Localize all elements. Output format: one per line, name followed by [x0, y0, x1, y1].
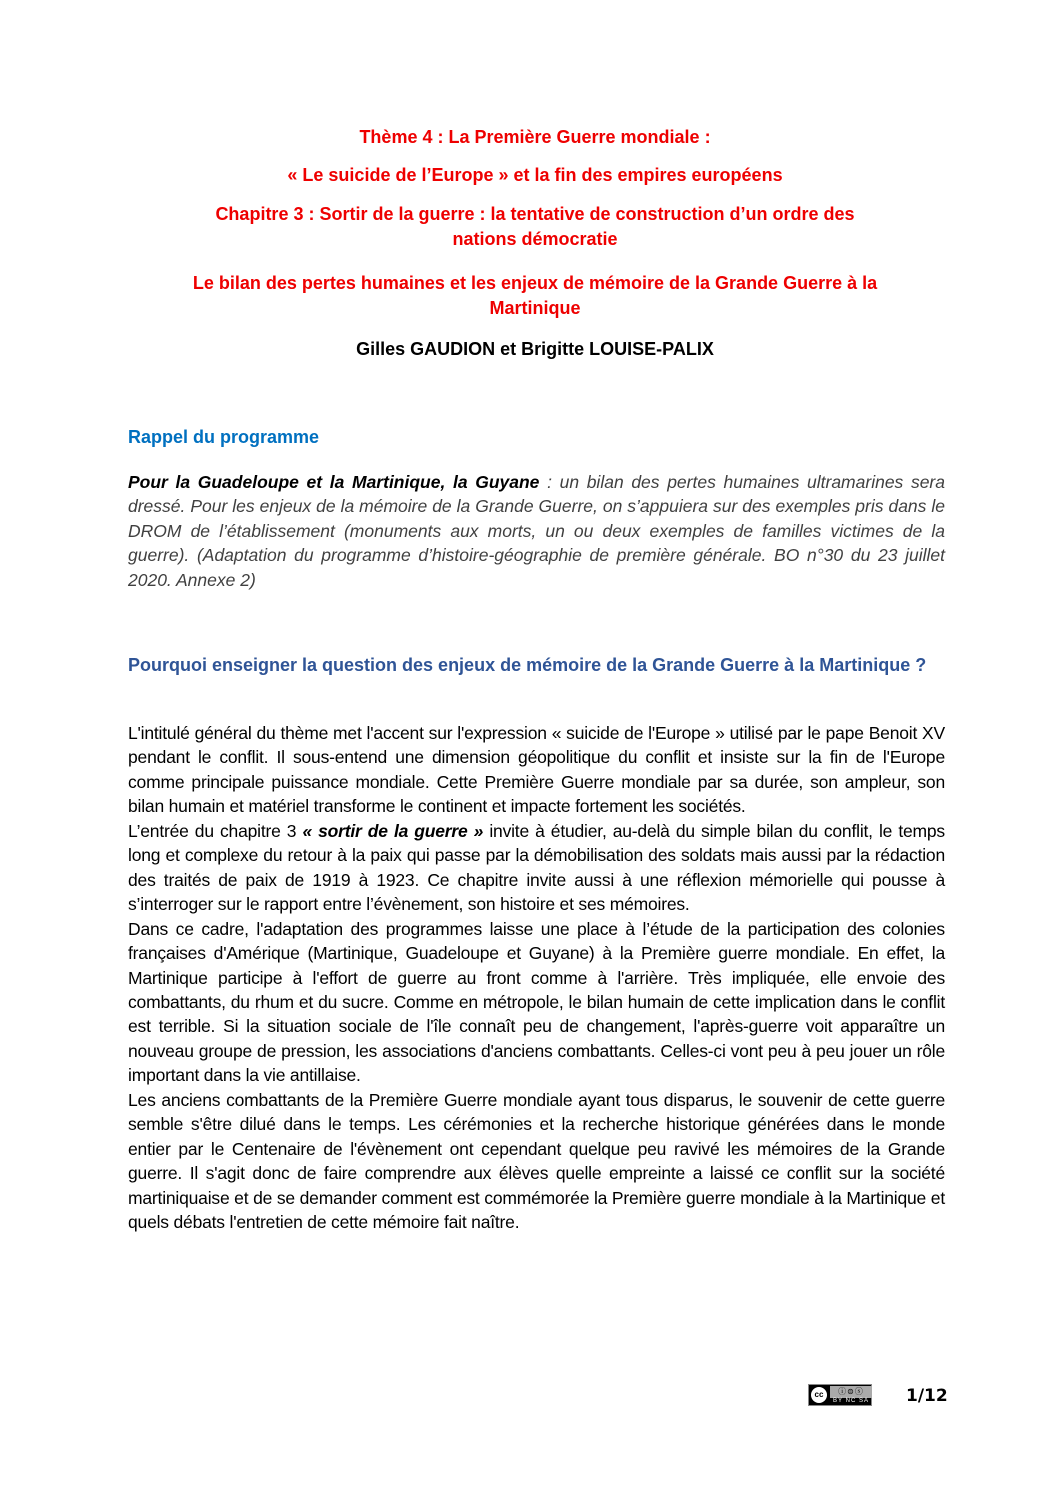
- license-label: BY NC SA: [833, 1398, 869, 1404]
- paragraph-2-after: invite à étudier, au-delà du simple bilan du conflit, le temps long et complexe du retour à la paix qui passe par la démobilisation des soldats mais aussi par la rédaction des traités de paix de 1919 à 1923. Ce chapitre invite aussi à une réflexion mémorielle qui pousse à s’interroger sur le rapport entre l’évènement, son histoire et ses mémoires.: [128, 820, 945, 915]
- program-lead: Pour la Guadeloupe et la Martinique, la Guyane: [128, 472, 540, 492]
- title-block: [125, 126, 945, 360]
- creative-commons-badge: [808, 1384, 872, 1406]
- paragraph-3: Dans ce cadre, l'adaptation des programmes laisse une place à l’étude de la participation des colonies françaises d'Amérique (Martinique, Guadeloupe et Guyane) à la Première guerre mondiale. En effet, la Martinique participe à l'effort de guerre au front comme à l'arrière. Très impliquée, elle envoie des combattants, du rhum et du sucre. Comme en métropole, le bilan humain de cette implication dans le conflit est terrible. Si la situation sociale de l'île connaît peu de changement, l'après-guerre voit apparaître un nouveau groupe de pression, les associations d'anciens combattants. Celles-ci vont peu à peu jouer un rôle important dans la vie antillaise.: [128, 918, 945, 1086]
- paragraph-2-before: L’entrée du chapitre 3: [128, 820, 303, 841]
- paragraph-2-emphasis: « sortir de la guerre »: [302, 820, 484, 841]
- page-footer: [808, 1384, 948, 1410]
- chapter-title: [125, 202, 945, 251]
- topic-title-line1: Le bilan des pertes humaines et les enjeux de mémoire de la Grande Guerre à la: [192, 273, 878, 293]
- cc-logo-icon: cc: [811, 1387, 827, 1403]
- body-text: [128, 721, 945, 1235]
- topic-title: [125, 271, 945, 320]
- program-text: : un bilan des pertes humaines ultramarines sera dressé. Pour les enjeux de la mémoire de la Grande Guerre, on s’appuiera sur des exemples pris dans le DROM de l’établissement (monuments aux morts, un ou deux exemples de familles victimes de la guerre). (Adaptation du programme d’histoire-géographie de première générale. BO n°30 du 23 juillet 2020. Annexe 2): [128, 472, 945, 590]
- section-heading-pourquoi: Pourquoi enseigner la question des enjeux de mémoire de la Grande Guerre à la Martinique ?: [128, 655, 927, 675]
- theme-subtitle: « Le suicide de l’Europe » et la fin des empires européens: [287, 165, 783, 185]
- chapter-title-line2: nations démocratie: [452, 228, 618, 249]
- section-heading-rappel: Rappel du programme: [128, 427, 320, 447]
- authors: Gilles GAUDION et Brigitte LOUISE-PALIX: [356, 339, 714, 359]
- paragraph-1: L'intitulé général du thème met l'accent sur l'expression « suicide de l'Europe » utilisé par le pape Benoit XV pendant le conflit. Il sous-entend une dimension géopolitique du conflit et insiste sur la fin de l'Europe comme principale puissance mondiale. Cette Première Guerre mondiale par sa durée, son ampleur, son bilan humain et matériel transforme le continent et impacte fortement les sociétés.: [128, 723, 945, 817]
- paragraph-2: [128, 819, 945, 917]
- chapter-title-line1: Chapitre 3 : Sortir de la guerre : la tentative de construction d’un ordre des: [215, 204, 855, 224]
- program-reminder-paragraph: [128, 470, 945, 592]
- theme-title: Thème 4 : La Première Guerre mondiale :: [359, 127, 711, 147]
- license-terms-icon: ⓘ⊜ⓢ: [830, 1386, 872, 1398]
- topic-title-line2: Martinique: [489, 297, 581, 318]
- paragraph-4: Les anciens combattants de la Première Guerre mondiale ayant tous disparus, le souvenir de cette guerre semble s'être dilué dans le temps. Les cérémonies et la recherche historique générées dans le monde entier par le Centenaire de l'évènement ont cependant quelque peu ravivé les mémoires de la Grande guerre. Il s'agit donc de faire comprendre aux élèves quelle empreinte a laissé ce conflit sur la société martiniquaise et de se demander comment est commémorée la Première guerre mondiale à la Martinique et quels débats l'entretien de cette mémoire fait naître.: [128, 1089, 945, 1233]
- page-number: 1/12: [906, 1386, 948, 1406]
